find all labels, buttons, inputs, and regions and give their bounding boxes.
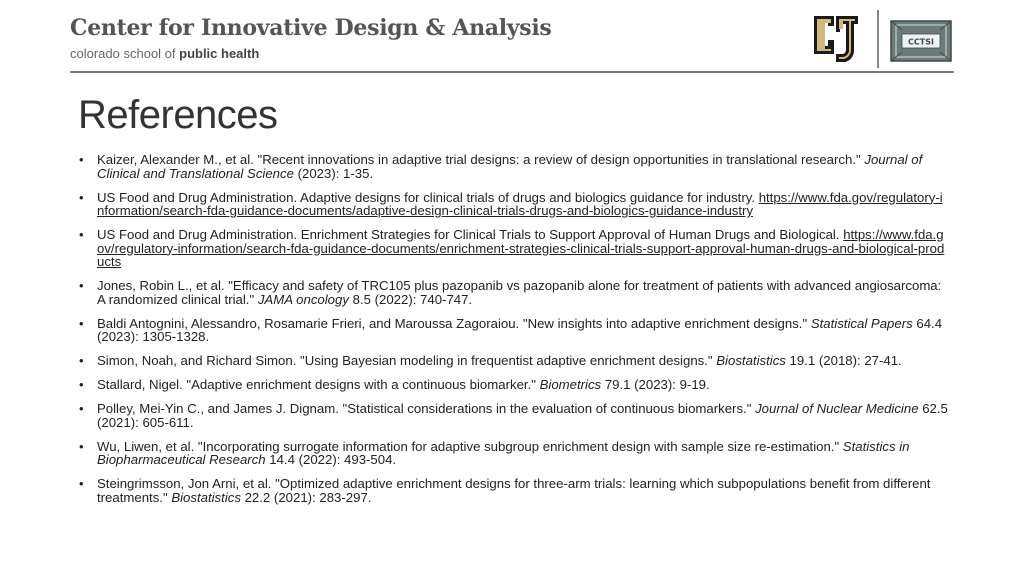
reference-item bbox=[78, 354, 948, 368]
reference-item bbox=[78, 191, 948, 218]
reference-text: Steingrimsson, Jon Arni, et al. "Optimized adaptive enrichment designs for three-arm trials: learning which subpopulations benefit from different treatments." bbox=[97, 476, 931, 505]
reference-item bbox=[78, 440, 948, 467]
reference-item bbox=[78, 228, 948, 269]
reference-text: Baldi Antognini, Alessandro, Rosamarie Frieri, and Maroussa Zagoraiou. "New insights into adaptive enrichment designs." bbox=[97, 315, 811, 331]
cctsi-logo-text: CCTSI bbox=[908, 37, 934, 47]
reference-journal: JAMA oncology bbox=[257, 291, 349, 307]
reference-text: Jones, Robin L., et al. "Efficacy and safety of TRC105 plus pazopanib vs pazopanib alone for treatment of patients with advanced angiosarcoma: A randomized clinical trial." bbox=[97, 278, 942, 307]
reference-item bbox=[78, 402, 948, 429]
reference-journal: Biostatistics bbox=[171, 489, 241, 505]
subtitle-bold: public health bbox=[179, 46, 260, 61]
reference-link[interactable]: https://www.fda.gov/regulatory-information/search-fda-guidance-documents/enrichment-strategies-clinical-trials-support-approval-human-drugs-and-biological-products bbox=[97, 227, 945, 269]
reference-journal: Biometrics bbox=[539, 377, 602, 392]
subtitle-prefix: colorado school of bbox=[70, 46, 180, 61]
reference-journal: Journal of Clinical and Translational Science bbox=[97, 152, 923, 181]
reference-citation: 62.5 (2021): 605-611. bbox=[97, 401, 948, 430]
cu-logo-icon bbox=[810, 12, 862, 66]
reference-journal: Statistical Papers bbox=[810, 315, 913, 331]
reference-text: US Food and Drug Administration. Enrichment Strategies for Clinical Trials to Support Approval of Human Drugs and Biological. bbox=[97, 227, 844, 242]
reference-citation: 19.1 (2018): 27-41. bbox=[785, 353, 902, 368]
page-title: References bbox=[78, 93, 278, 137]
cctsi-logo-icon bbox=[890, 20, 952, 62]
reference-text: Simon, Noah, and Richard Simon. "Using Bayesian modeling in frequentist adaptive enrichment designs." bbox=[97, 353, 717, 368]
reference-text: Kaizer, Alexander M., et al. "Recent innovations in adaptive trial designs: a review of design opportunities in translational research." bbox=[97, 152, 865, 167]
reference-citation: 14.4 (2022): 493-504. bbox=[265, 452, 397, 467]
reference-item bbox=[78, 477, 948, 504]
reference-journal: Biostatistics bbox=[716, 353, 786, 368]
header-subtitle bbox=[70, 46, 259, 61]
reference-citation: (2023): 1-35. bbox=[293, 165, 374, 181]
reference-text: Wu, Liwen, et al. "Incorporating surrogate information for adaptive subgroup enrichment design with sample size re-estimation." bbox=[97, 438, 843, 454]
reference-item bbox=[78, 317, 948, 344]
reference-item bbox=[78, 153, 948, 180]
reference-text: Stallard, Nigel. "Adaptive enrichment designs with a continuous biomarker." bbox=[97, 377, 540, 392]
reference-text: Polley, Mei-Yin C., and James J. Dignam. "Statistical considerations in the evaluation of continuous biomarkers." bbox=[97, 401, 756, 416]
reference-text: US Food and Drug Administration. Adaptive designs for clinical trials of drugs and biologics guidance for industry. bbox=[97, 189, 759, 205]
reference-citation: 64.4 (2023): 1305-1328. bbox=[97, 315, 943, 344]
references-list bbox=[78, 153, 948, 515]
header-divider bbox=[877, 10, 879, 68]
reference-citation: 22.2 (2021): 283-297. bbox=[240, 489, 372, 505]
reference-citation: 79.1 (2023): 9-19. bbox=[601, 377, 710, 392]
reference-citation: 8.5 (2022): 740-747. bbox=[348, 291, 473, 307]
reference-link[interactable]: https://www.fda.gov/regulatory-information/search-fda-guidance-documents/adaptive-design-clinical-trials-drugs-and-biologics-guidance-industry bbox=[97, 189, 943, 218]
header-rule bbox=[70, 71, 954, 73]
reference-journal: Statistics in Biopharmaceutical Research bbox=[97, 438, 910, 467]
reference-item bbox=[78, 279, 948, 306]
reference-item bbox=[78, 378, 948, 392]
header-title: Center for Innovative Design & Analysis bbox=[70, 15, 552, 41]
reference-journal: Journal of Nuclear Medicine bbox=[755, 401, 919, 416]
